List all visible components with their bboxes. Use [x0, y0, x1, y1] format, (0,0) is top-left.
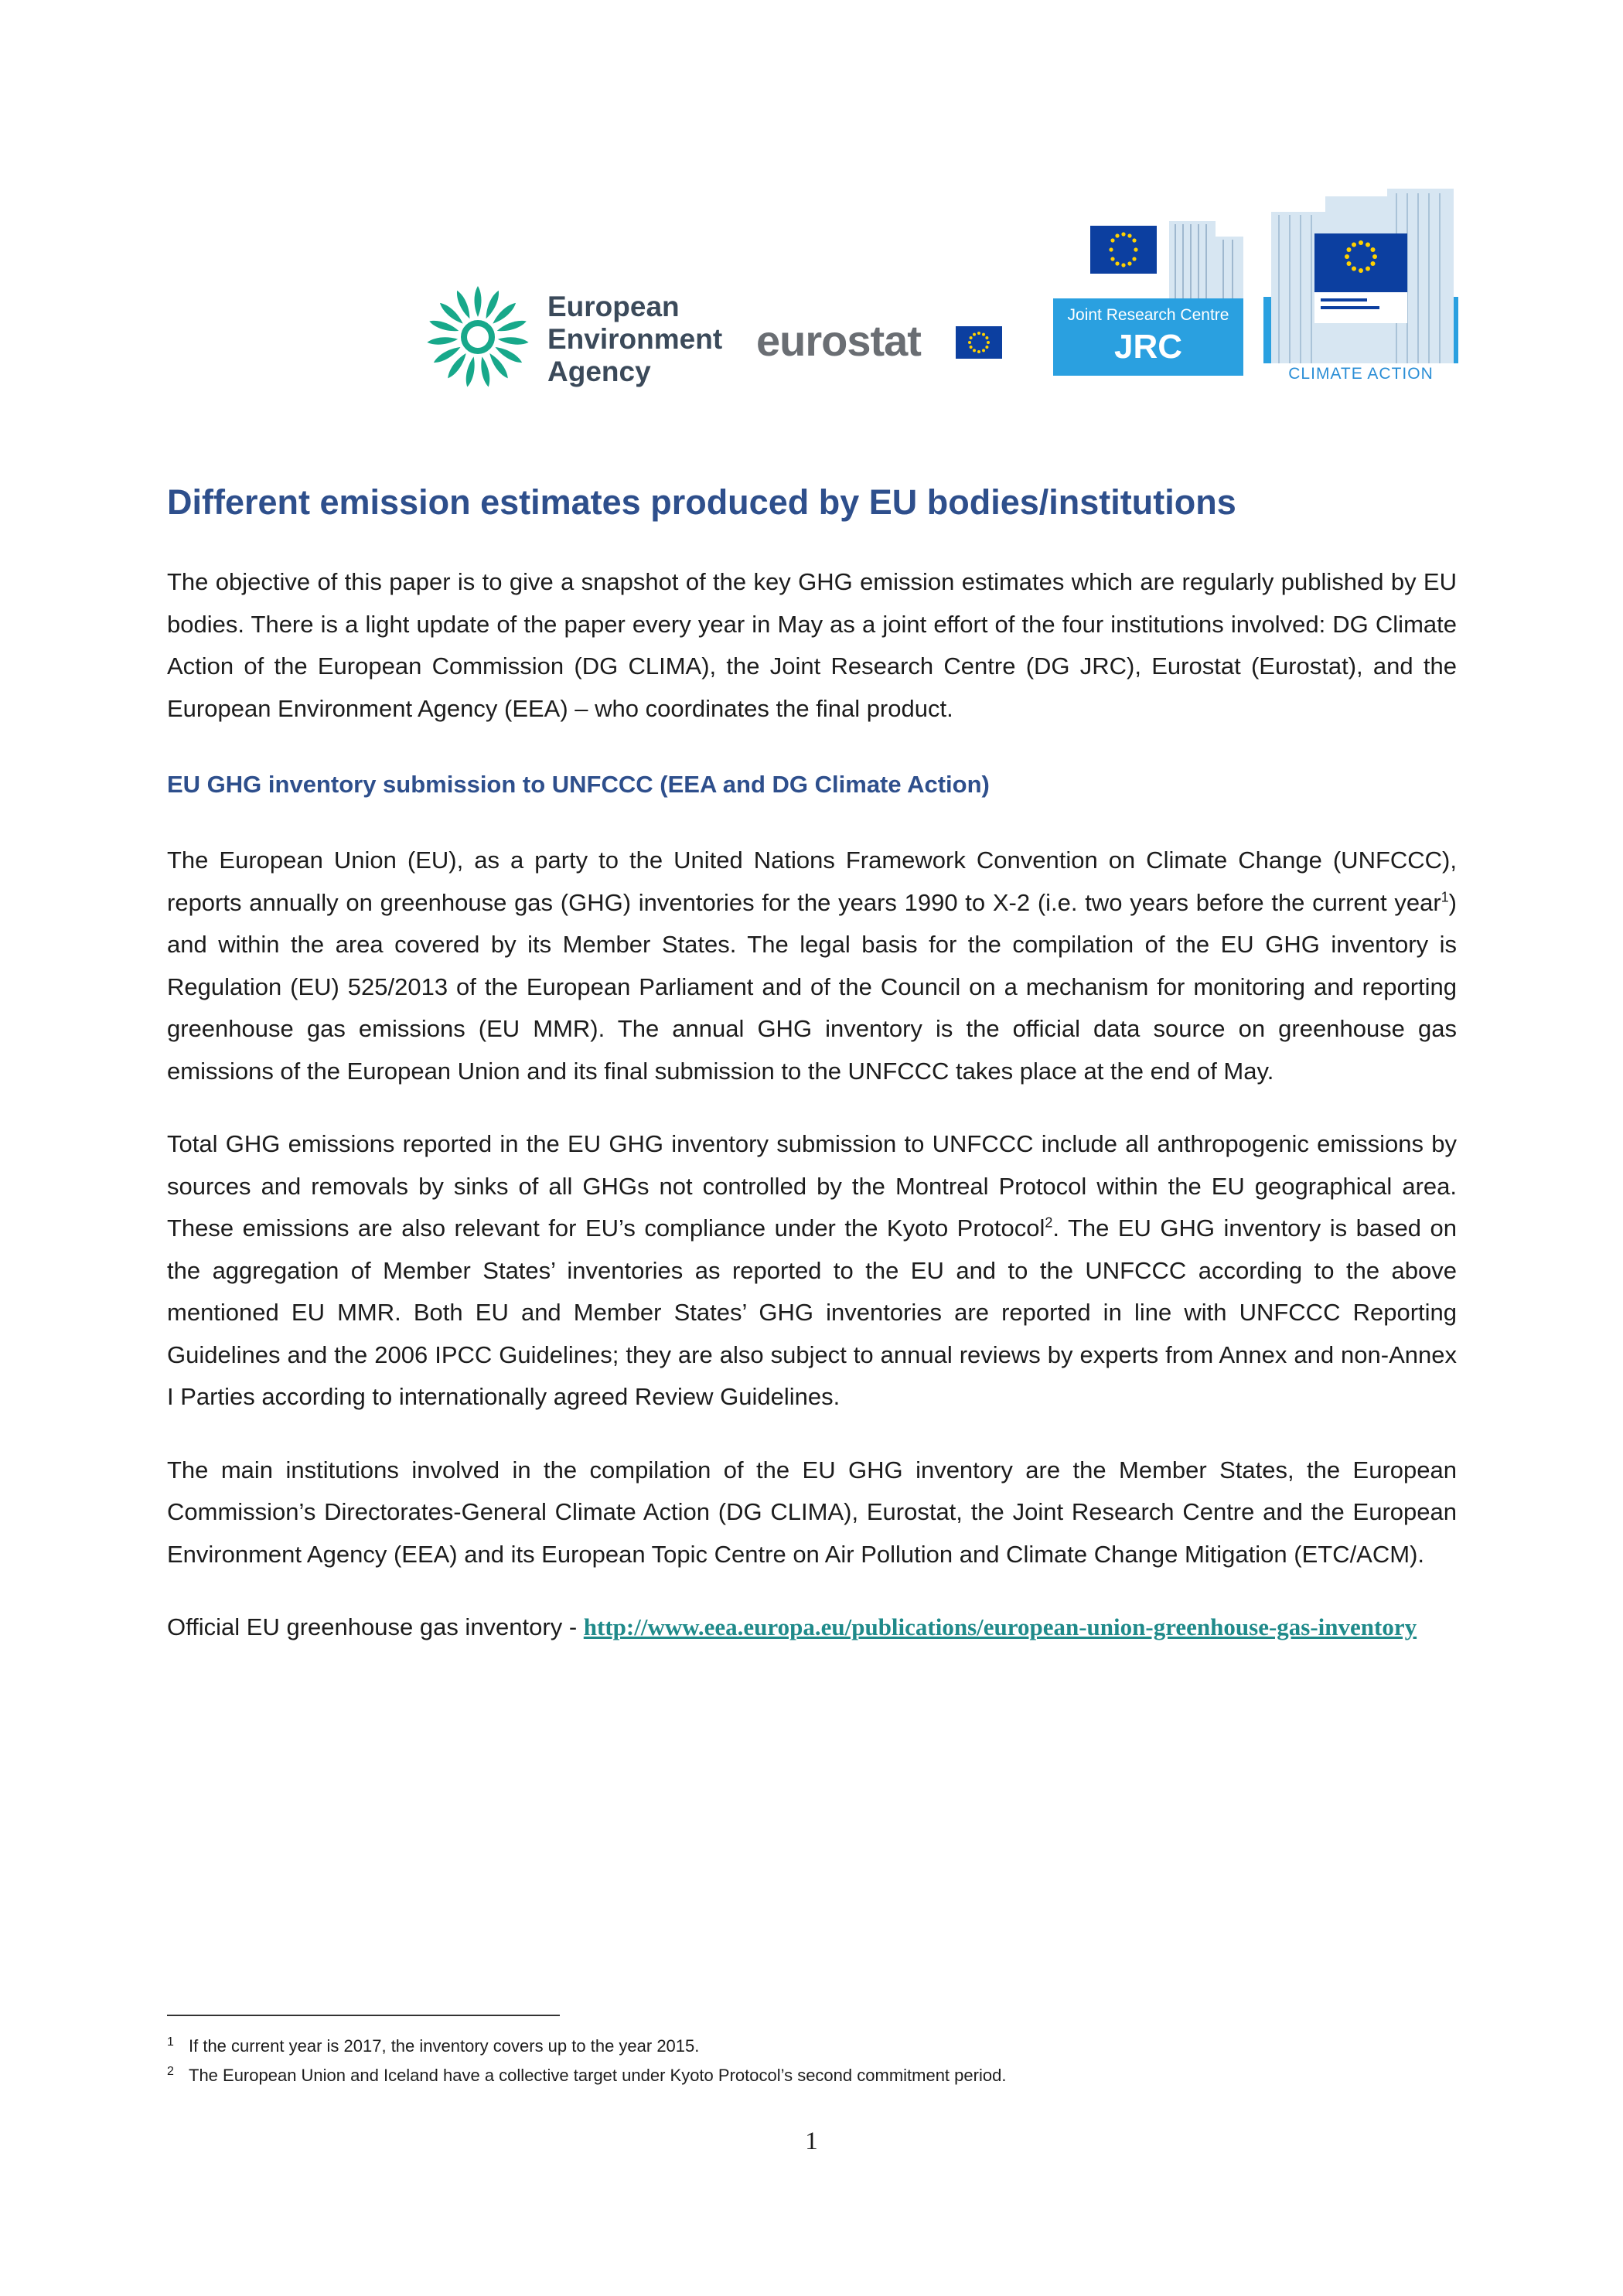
footnotes: [167, 2032, 1457, 2090]
total-text-before-note: Total GHG emissions reported in the EU GHG inventory submission to UNFCCC include all anthropogenic emissions by sources and removals by sinks of all GHGs not controlled by the Montreal Protocol within the EU geographical area. These emissions are also relevant for EU’s compliance under the Kyoto Protocol: [167, 1130, 1457, 1242]
eurostat-wordmark: eurostat: [756, 316, 921, 365]
footnote-1: 1 If the current year is 2017, the inventory covers up to the year 2015.: [167, 2035, 700, 2056]
eea-line-3: Agency: [547, 356, 651, 387]
total-emissions-paragraph: [167, 1123, 1457, 1419]
footnote-ref-2[interactable]: 2: [1045, 1214, 1053, 1231]
jrc-logo: [1053, 206, 1243, 376]
footnote-separator: [167, 2015, 560, 2016]
climate-action-logo: [1263, 189, 1458, 387]
official-inventory-link[interactable]: http://www.eea.europa.eu/publications/european-union-greenhouse-gas-inventory: [583, 1613, 1417, 1640]
eea-flower-icon: [424, 283, 532, 391]
official-inventory-label: Official EU greenhouse gas inventory -: [167, 1613, 584, 1640]
total-text-after-note: . The EU GHG inventory is based on the aggregation of Member States’ inventories as reported to the EU and to the UNFCCC according to the above mentioned EU MMR. Both EU and Member States’ GHG inventories are reported in line with UNFCCC Reporting Guidelines and the 2006 IPCC Guidelines; they are also subject to annual reviews by experts from Annex and non-Annex I Parties according to internationally agreed Review Guidelines.: [167, 1214, 1458, 1410]
jrc-building-icon: [1053, 206, 1243, 298]
eea-line-1: European: [547, 291, 680, 322]
section-heading-unfccc: EU GHG inventory submission to UNFCCC (EEA and DG Climate Action): [167, 771, 990, 798]
institutions-paragraph: The main institutions involved in the compilation of the EU GHG inventory are the Member States, the European Commission’s Directorates-General Climate Action (DG CLIMA), Eurostat, the Joint Research Centre and the European Environment Agency (EEA) and its European Topic Centre on Air Pollution and Climate Change Mitigation (ETC/ACM).: [167, 1456, 1457, 1568]
document-body: [167, 479, 1457, 1649]
document-title: Different emission estimates produced by EU bodies/institutions: [167, 482, 1236, 522]
official-inventory-paragraph: [167, 1606, 1457, 1649]
unfccc-text-before-note: The European Union (EU), as a party to the United Nations Framework Convention on Climate Change (UNFCCC), reports annually on greenhouse gas (GHG) inventories for the years 1990 to X-2 (i.e. two years before the current year: [167, 847, 1457, 916]
unfccc-text-after-note: ) and within the area covered by its Member States. The legal basis for the compilation of the EU GHG inventory is Regulation (EU) 525/2013 of the European Parliament and of the Council on a mechanism for monitoring and reporting greenhouse gas emissions (EU MMR). The annual GHG inventory is the official data source on greenhouse gas emissions of the European Union and its final submission to the UNFCCC takes place at the end of May.: [167, 888, 1457, 1085]
footnote-2-text: The European Union and Iceland have a collective target under Kyoto Protocol’s second commitment period.: [189, 2066, 1007, 2085]
footnote-2: 2 The European Union and Iceland have a collective target under Kyoto Protocol’s second commitment period.: [167, 2064, 1007, 2085]
intro-paragraph: The objective of this paper is to give a snapshot of the key GHG emission estimates which are regularly published by EU bodies. There is a light update of the paper every year in May as a joint effort of the four institutions involved: DG Climate Action of the European Commission (DG CLIMA), the Joint Research Centre (DG JRC), Eurostat (Eurostat), and the European Environment Agency (EEA) – who coordinates the final product.: [167, 568, 1457, 722]
jrc-full-name: Joint Research Centre: [1067, 306, 1229, 324]
jrc-acronym: JRC: [1113, 328, 1183, 366]
logo-strip: [0, 0, 1623, 402]
footnote-1-text: If the current year is 2017, the inventory covers up to the year 2015.: [189, 2036, 700, 2056]
eea-wordmark: [547, 291, 722, 388]
page-number: 1: [805, 2127, 818, 2155]
climate-action-label: CLIMATE ACTION: [1288, 365, 1434, 383]
eea-line-2: Environment: [547, 323, 723, 355]
european-commission-building-icon: [1263, 189, 1458, 363]
footnote-ref-1[interactable]: 1: [1441, 889, 1449, 905]
eea-logo: [424, 283, 741, 391]
eu-flag-icon: [956, 326, 1002, 359]
unfccc-paragraph: [167, 840, 1457, 1092]
